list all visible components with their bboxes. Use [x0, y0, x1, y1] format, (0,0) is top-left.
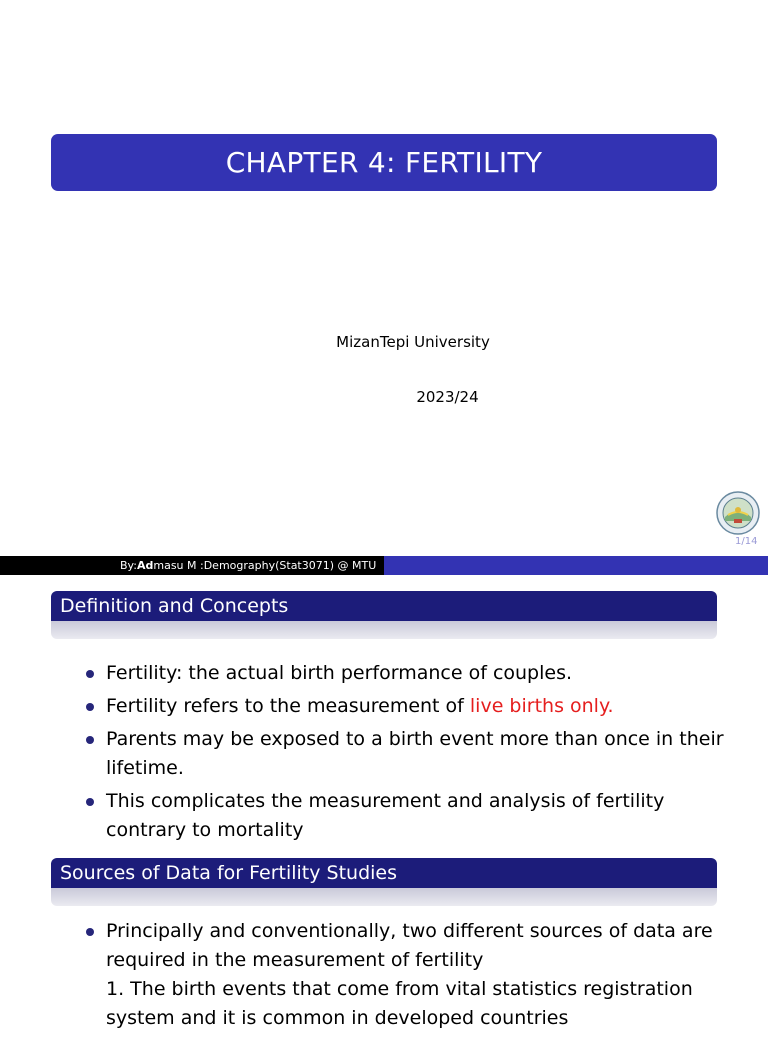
- list-item-text: Fertility refers to the measurement of: [106, 695, 470, 717]
- list-item: [84, 725, 724, 783]
- footer-right-bar: [384, 556, 768, 575]
- footer-author-rest: masu M :Demography(Stat3071) @ MTU: [153, 559, 377, 572]
- footline: [0, 556, 768, 575]
- frame-title-text: Definition and Concepts: [60, 595, 289, 617]
- frame-title-shadow: [51, 888, 717, 906]
- slide-title: CHAPTER 4: FERTILITY: [225, 146, 543, 179]
- frame-title-sources: [51, 858, 717, 888]
- sources-list: [84, 917, 724, 1037]
- footer-by-label: By:: [120, 559, 137, 572]
- list-item: [84, 692, 724, 721]
- footer-author: [0, 556, 384, 575]
- footer-author-bold: Ad: [136, 559, 154, 572]
- page-number: 1/14: [735, 536, 758, 547]
- frame-title-definition: [51, 591, 717, 621]
- list-item: [84, 917, 724, 1033]
- frame-title-text: Sources of Data for Fertility Studies: [60, 862, 398, 884]
- list-item-text: Fertility: the actual birth performance of couples.: [106, 662, 573, 684]
- list-item: [84, 787, 724, 845]
- frame-title-shadow: [51, 621, 717, 639]
- university-seal-icon: [716, 491, 760, 535]
- list-item-text: Parents may be exposed to a birth event more than once in their lifetime.: [106, 728, 724, 779]
- slide-date: 2023/24: [416, 388, 479, 406]
- definition-list: [84, 659, 724, 849]
- highlight-text: live births only.: [469, 695, 614, 717]
- slide-title-block: [51, 134, 717, 191]
- list-item-text: Principally and conventionally, two different sources of data are required in the measurement of fertility: [106, 920, 713, 971]
- list-item-text: This complicates the measurement and analysis of fertility contrary to mortality: [106, 790, 665, 841]
- institute-name: MizanTepi University: [336, 333, 490, 351]
- list-item: [84, 659, 724, 688]
- sub-item-text: 1. The birth events that come from vital statistics registration system and it is common in developed countries: [106, 978, 693, 1029]
